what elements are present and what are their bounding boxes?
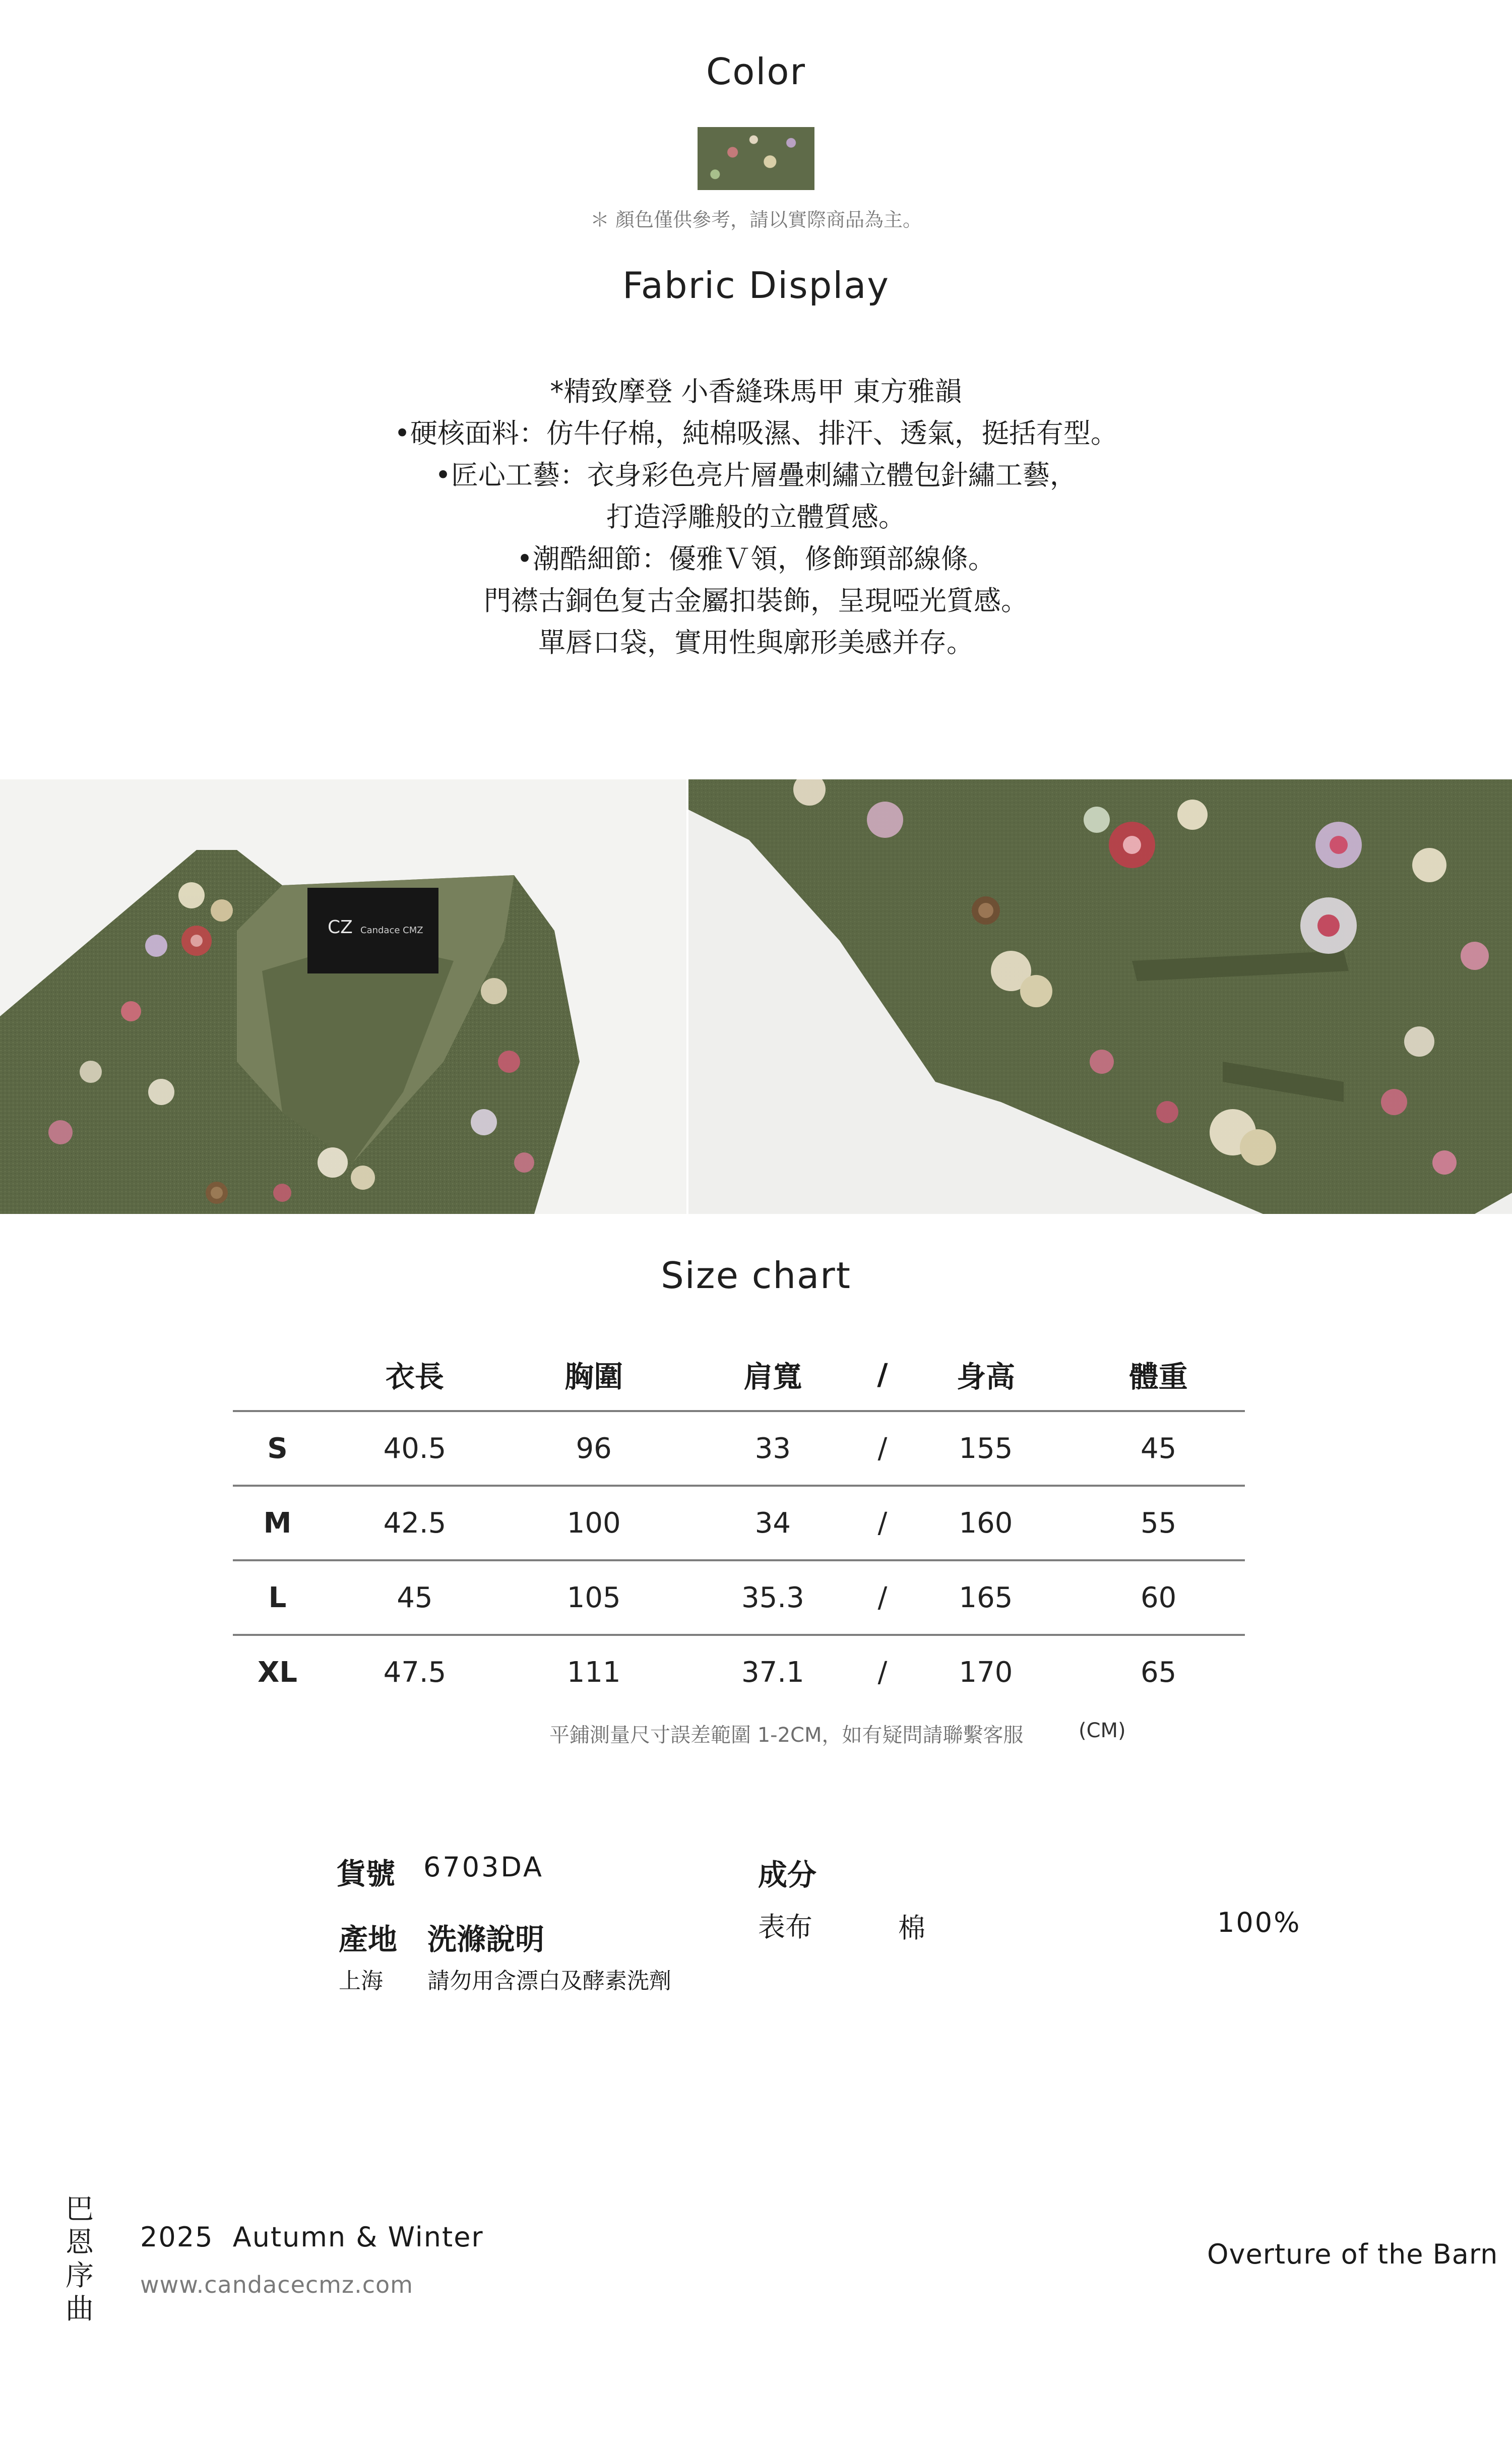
table-row [233,1635,1245,1708]
fabric-description [0,371,1512,663]
size-table-header-row [233,1338,1245,1411]
footer-website[interactable]: www.candacecmz.com [140,2271,413,2298]
composition-label: 成分 [758,1858,817,1892]
table-cell: 170 [900,1635,1073,1708]
composition-part: 表布 [758,1911,812,1943]
size-label: S [233,1411,322,1486]
description-line: 打造浮雕般的立體質感。 [606,501,906,533]
size-table-header: 肩寬 [743,1360,802,1394]
table-cell: 155 [900,1411,1073,1486]
vertical-title-char: 恩 [66,2226,94,2259]
table-cell: 37.1 [680,1635,865,1708]
size-table-header: 衣長 [385,1360,444,1394]
table-row [233,1486,1245,1560]
table-row [233,1560,1245,1635]
wash-value: 請勿用含漂白及酵素洗劑 [427,1968,671,1994]
origin-label: 產地 [339,1922,398,1957]
table-cell: 96 [508,1411,680,1486]
table-cell: 33 [680,1411,865,1486]
size-table-header: 體重 [1129,1360,1188,1394]
table-cell: 45 [1072,1411,1245,1486]
size-table-header: 胸圍 [564,1360,623,1394]
table-cell: 42.5 [322,1486,508,1560]
table-cell: 165 [900,1560,1073,1635]
label-logo: CZ [328,917,353,938]
size-label: L [233,1560,322,1635]
size-table [233,1338,1245,1708]
table-cell: / [865,1486,899,1560]
vest-detail-illustration [688,779,1512,1214]
table-cell: 65 [1072,1635,1245,1708]
description-line: •硬核面料：仿牛仔棉，純棉吸濕、排汗、透氣，挺括有型。 [394,417,1118,449]
table-cell: 100 [508,1486,680,1560]
vest-front-illustration [0,779,686,1214]
footer-season: 2025 Autumn & Winter [140,2221,484,2253]
vertical-title-char: 序 [66,2260,94,2292]
label-brand: Candace CMZ [360,925,423,936]
size-table-header: 身高 [956,1360,1015,1394]
table-cell: 45 [322,1560,508,1635]
color-section-title: Color [706,50,806,93]
table-cell: / [865,1411,899,1486]
composition-percent: 100% [1217,1907,1301,1938]
size-label: M [233,1486,322,1560]
size-chart-unit: (CM) [1079,1719,1126,1742]
table-cell: 60 [1072,1560,1245,1635]
table-cell: / [865,1560,899,1635]
table-cell: 40.5 [322,1411,508,1486]
description-line: 門襟古銅色复古金屬扣裝飾，呈現啞光質感。 [484,585,1028,617]
size-chart-note: 平鋪測量尺寸誤差範圍 1-2CM，如有疑問請聯繫客服 [549,1724,1024,1747]
item-number-value: 6703DA [423,1851,544,1883]
description-line: •潮酷細節：優雅Ｖ領，修飾頸部線條。 [517,543,995,575]
description-line: 單唇口袋，實用性與廓形美感并存。 [538,627,974,658]
table-cell: 111 [508,1635,680,1708]
table-row [233,1411,1245,1486]
table-cell: 34 [680,1486,865,1560]
footer-vertical-title [63,2193,96,2326]
table-cell: 55 [1072,1486,1245,1560]
wash-label: 洗滌說明 [427,1922,545,1957]
footer-collection: Overture of the Barn [1207,2238,1498,2270]
composition-material: 棉 [898,1912,925,1944]
color-swatch[interactable] [698,127,814,190]
fabric-section-title: Fabric Display [622,264,890,307]
color-note: ＊ 顏色僅供參考，請以實際商品為主。 [590,209,922,231]
vertical-title-char: 曲 [66,2293,94,2326]
item-number-label: 貨號 [337,1857,396,1891]
description-line: •匠心工藝：衣身彩色亮片層疊刺繡立體包針繡工藝， [435,459,1077,491]
origin-value: 上海 [339,1968,383,1994]
table-cell: / [865,1635,899,1708]
size-table-header [233,1338,322,1411]
size-table-header: / [877,1357,888,1391]
table-cell: 35.3 [680,1560,865,1635]
table-cell: 160 [900,1486,1073,1560]
vertical-title-char: 巴 [66,2193,94,2226]
size-chart-title: Size chart [661,1254,851,1297]
vest-photo-front [0,779,686,1214]
vest-photo-detail [688,779,1512,1214]
table-cell: 47.5 [322,1635,508,1708]
table-cell: 105 [508,1560,680,1635]
size-label: XL [233,1635,322,1708]
description-line: *精致摩登 小香縫珠馬甲 東方雅韻 [550,376,962,407]
